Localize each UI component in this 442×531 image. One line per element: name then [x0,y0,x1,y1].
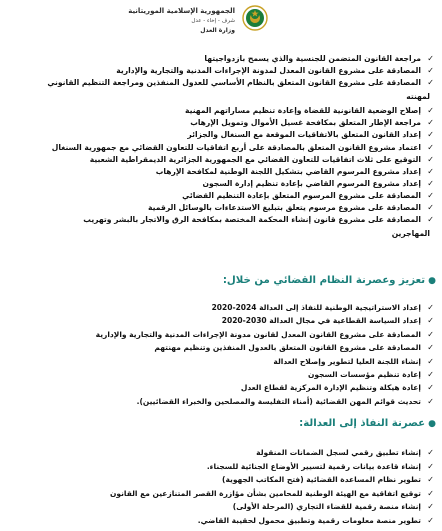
list-item: ✓ المصادقة على مشروع القانون المعدل لمدونة الإجراءات المدنية والتجارية والإدارية [6,65,438,77]
check-icon: ✓ [427,66,434,76]
judicial-modernization-list [6,301,438,408]
list-item: ✓ المصادقة على مشروع المرسوم المتعلق بإعادة التنظيم القضائي [6,190,438,202]
check-icon: ✓ [427,54,434,63]
list-item: ✓ المصادقة على مشروع القانون المتعلق بالنظام الأساسي للعدول المنفذين ومراجعة التنظيم القانوني [6,77,438,89]
check-icon: ✓ [427,303,434,312]
list-item: ✓ إنشاء تطبيق رقمي لسجل الضمانات المنقولة [6,446,438,460]
list-item: ✓ إصلاح الوضعية القانونية للقضاة وإعادة تنظيم مساراتهم المهنية [6,105,438,117]
check-icon: ✓ [427,488,434,498]
check-icon: ✓ [427,178,434,188]
list-item: ✓ إعداد الاستراتيجية الوطنية للنفاذ إلى العدالة 2024-2020 [6,301,438,314]
list-item: ✓ اعتماد مشروع القانون المتعلق بالمصادقة على أربع اتفاقيات للتعاون القضائي مع جمهورية السنغال [6,142,438,154]
list-item: ✓ المصادقة على مشروع القانون المتعلق بالعدول المنفذين وتنظيم مهنتهم [6,341,438,354]
list-item: ✓ المصادقة على مشروع القانون المعدل لقانون مدونة الإجراءات المدنية والتجارية والإدارية [6,328,438,341]
list-item: ✓ توقيع اتفاقية مع الهيئة الوطنية للمحامين بشأن مؤازرة القصر المتنازعين مع القانون [6,487,438,501]
list-item: ✓ إعادة هيكلة وتنظيم الإدارة المركزية لقطاع العدل [6,381,438,394]
list-item-continuation: المهاجرين [391,229,430,239]
list-item: ✓ تطوير نظام المساعدة القضائية (فتح المكاتب الجهوية) [6,473,438,487]
list-item: ✓ إنشاء منصة رقمية للقضاء التجاري (المرحلة الأولى) [6,500,438,514]
list-item: ✓ المصادقة على مشروع مرسوم يتعلق بتبليغ الاستدعاءات بالوسائل الرقمية [6,202,438,214]
list-item: ✓ إعداد السياسة القطاعية في مجال العدالة 2030-2020 [6,314,438,327]
check-icon: ✓ [427,475,434,485]
list-item: ✓ تطوير منصة معلومات رقمية وتطبيق محمول لحقيبة القاضي. [6,514,438,528]
check-icon: ✓ [427,166,434,176]
check-icon: ✓ [427,118,434,128]
header-motto: شرف - إخاء - عدل [191,18,235,24]
check-icon: ✓ [427,448,434,457]
achievements-list [6,53,438,241]
access-to-justice-list [6,446,438,528]
check-icon: ✓ [427,370,434,380]
list-item: ✓ إنشاء اللجنة العليا لتطوير وإصلاح العدالة [6,355,438,368]
section-heading-access-to-justice: ●عصرنة النفاذ إلى العدالة: [299,418,436,429]
bullet-icon: ● [428,276,436,286]
check-icon: ✓ [427,515,434,525]
check-icon: ✓ [427,190,434,200]
national-emblem-icon [242,4,268,32]
list-item-continuation: لمهنته [406,92,430,102]
list-item: ✓ مراجعة الإطار المتعلق بمكافحة غسيل الأموال وتمويل الإرهاب [6,117,438,129]
list-item: ✓ إعادة تنظيم مؤسسات السجون [6,368,438,381]
check-icon: ✓ [427,396,434,406]
check-icon: ✓ [427,78,434,88]
ministry-header [0,0,442,48]
bullet-icon: ● [428,419,436,429]
list-item: ✓ إعداد القانون المتعلق بالاتفاقيات الموقعة مع السنغال والجزائر [6,129,438,141]
check-icon: ✓ [427,461,434,471]
header-ministry: وزارة العدل [200,27,235,34]
check-icon: ✓ [427,383,434,393]
check-icon: ✓ [427,142,434,152]
section-heading-judicial-modernization: ●تعزيز وعصرنة النظام القضائي من خلال: [222,275,436,286]
check-icon: ✓ [427,130,434,140]
list-item: ✓ إعداد مشروع المرسوم القاضي بتشكيل اللجنة الوطنية لمكافحة الإرهاب [6,166,438,178]
check-icon: ✓ [427,316,434,326]
header-text [128,6,235,36]
list-item: ✓ المصادقة على مشروع قانون إنشاء المحكمة المختصة بمكافحة الرق والاتجار بالبشر وتهريب [6,214,438,226]
list-item: ✓ تحديث قوائم المهن القضائية (أمناء التفليسة والمصلحين والخبراء القضائيين). [6,395,438,408]
check-icon: ✓ [427,154,434,164]
list-item: ✓ إعداد مشروع المرسوم القاضي بإعادة تنظيم إدارة السجون [6,178,438,190]
list-item: ✓ مراجعة القانون المتضمن للجنسية والذي يسمح بازدواجيتها [6,53,438,65]
list-item: ✓ التوقيع على ثلاث اتفاقيات للتعاون القضائي مع الجمهورية الجزائرية الديمقراطية الشعبية [6,154,438,166]
check-icon: ✓ [427,343,434,353]
check-icon: ✓ [427,203,434,213]
check-icon: ✓ [427,356,434,366]
check-icon: ✓ [427,215,434,225]
list-item: ✓ إنشاء قاعدة بيانات رقمية لتسيير الأوضاع الجنائية للسجناء. [6,460,438,474]
check-icon: ✓ [427,502,434,512]
check-icon: ✓ [427,106,434,116]
check-icon: ✓ [427,329,434,339]
header-country: الجمهورية الإسلامية الموريتانية [128,7,235,15]
